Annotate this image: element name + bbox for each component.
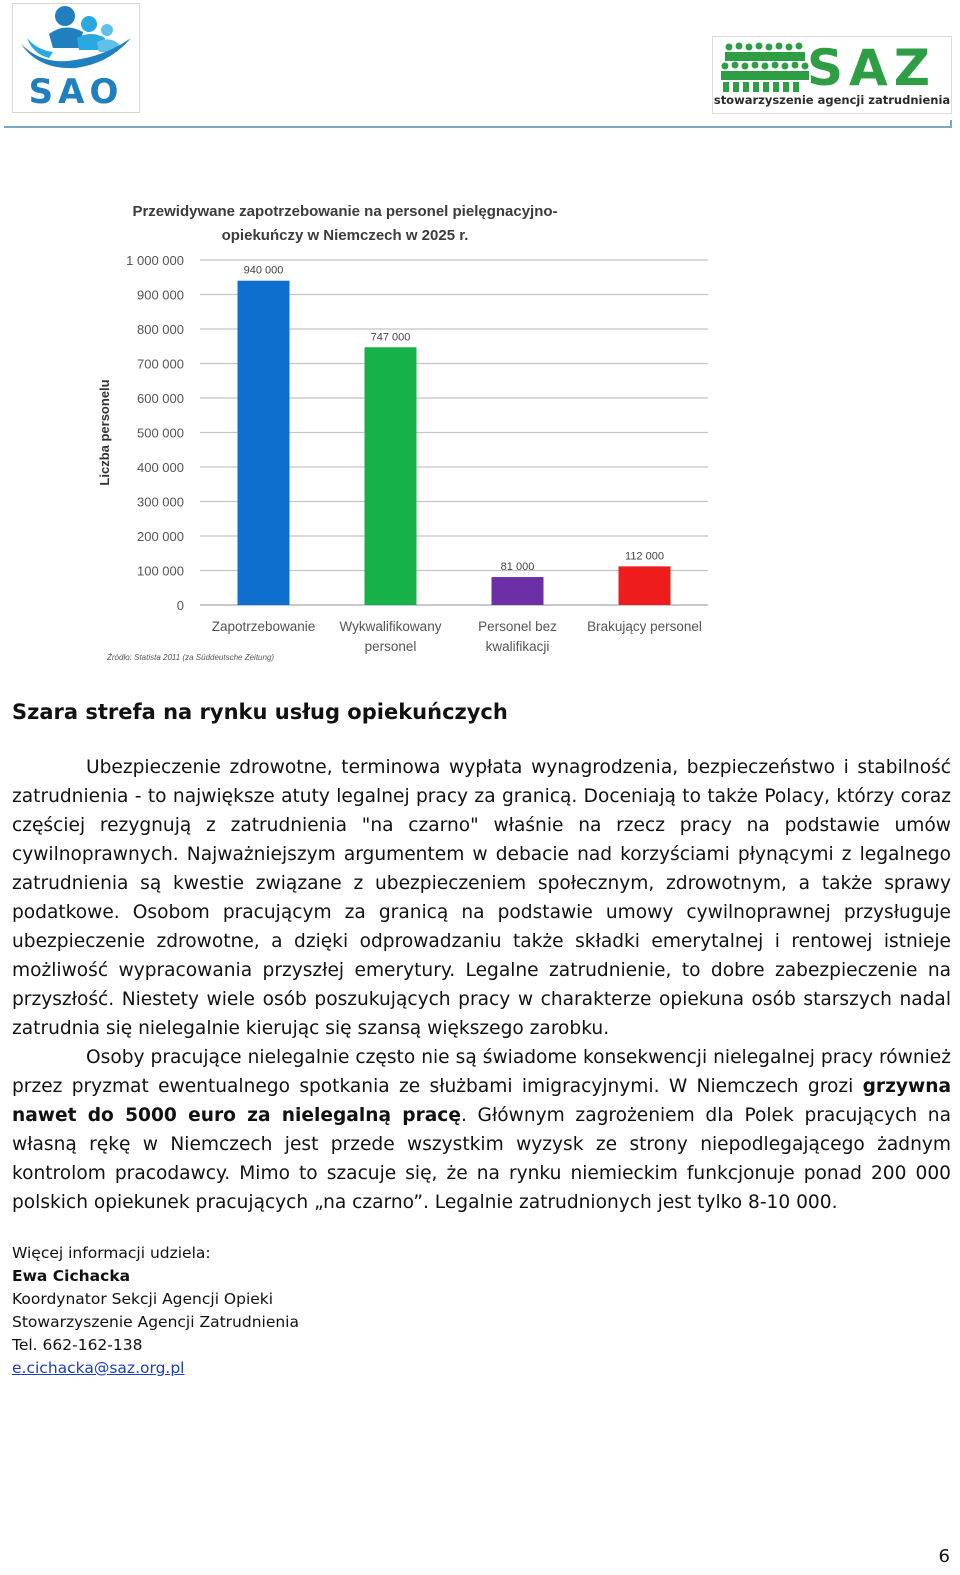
data-label: 81 000 bbox=[500, 561, 535, 574]
fine-highlight: grzywna nawet do 5000 euro za nielegalną pracę bbox=[12, 1076, 951, 1126]
saz-logo bbox=[712, 36, 952, 114]
y-tick-label: 600 000 bbox=[137, 391, 184, 406]
crowd-logo-icon bbox=[719, 39, 811, 95]
y-tick-label: 400 000 bbox=[137, 460, 184, 475]
chart-canvas bbox=[95, 190, 720, 665]
y-tick-label: 1 000 000 bbox=[126, 253, 184, 268]
contact-block bbox=[12, 1242, 299, 1380]
saz-logo-text: SAZ bbox=[807, 39, 936, 97]
saz-logo-subtitle: stowarzyszenie agencji zatrudnienia bbox=[713, 93, 951, 107]
x-tick-label: Zapotrzebowanie bbox=[211, 619, 316, 634]
y-axis-label: Liczba personelu bbox=[97, 379, 112, 486]
x-tick-label: kwalifikacji bbox=[485, 639, 550, 654]
bar bbox=[619, 566, 671, 605]
chart-source: Źródło: Statista 2011 (za Süddeutsche Zeitung) bbox=[107, 653, 275, 662]
paragraph-1: Ubezpieczenie zdrowotne, terminowa wypłata wynagrodzenia, bezpieczeństwo i stabilność zatrudnienia - to największe atuty legalnej pracy za granicą. Doceniają to także Polacy, którzy coraz częściej rezygnują z zatrudnienia "na czarno" właśnie na rzecz pracy na podstawie umów cywilnoprawnych. Najważniejszym argumentem w debacie nad korzyściami płynącymi z legalnego zatrudnienia są kwestie związane z ubezpieczeniem społecznym, zdrowotnym, a także sprawy podatkowe. Osobom pracującym za granicą na podstawie umowy cywilnoprawnej przysługuje ubezpieczenie zdrowotne, a dzięki odprowadzaniu także składki emerytalnej i rentowej istnieje możliwość wypracowania przyszłej emerytury. Legalne zatrudnienie, to dobre zabezpieczenie na przyszłość. Niestety wiele osób poszukujących pracy w charakterze opiekuna osób starszych nadal zatrudnia się nielegalnie kierując się szansą większego zarobku. bbox=[12, 757, 951, 1039]
contact-role: Koordynator Sekcji Agencji Opieki bbox=[12, 1290, 274, 1308]
contact-phone: Tel. 662-162-138 bbox=[12, 1336, 143, 1354]
x-tick-label: Brakujący personel bbox=[587, 619, 702, 634]
y-tick-label: 900 000 bbox=[137, 287, 184, 303]
header-divider-end bbox=[950, 120, 952, 128]
y-tick-label: 0 bbox=[176, 598, 184, 613]
page-header bbox=[0, 0, 960, 130]
header-divider bbox=[4, 126, 952, 128]
contact-intro: Więcej informacji udziela: bbox=[12, 1244, 211, 1262]
data-label: 112 000 bbox=[625, 550, 664, 563]
data-label: 747 000 bbox=[370, 331, 411, 344]
contact-email-link[interactable]: e.cichacka@saz.org.pl bbox=[12, 1359, 185, 1377]
y-tick-label: 800 000 bbox=[137, 322, 184, 337]
bar bbox=[238, 281, 290, 605]
paragraph-2-start: Osoby pracujące nielegalnie często nie są świadome konsekwencji nielegalnej pracy również przez pryzmat ewentualnego spotkania ze służbami imigracyjnymi. W Niemczech grozi bbox=[12, 1047, 951, 1097]
y-tick-label: 100 000 bbox=[137, 563, 184, 579]
article-body bbox=[12, 753, 951, 1217]
bar bbox=[492, 577, 544, 605]
paragraph-2-end: . Głównym zagrożeniem dla Polek pracujących na własną rękę w Niemczech jest przede wszystkim wyzysk ze strony niepodlegającego żadnym kontrolom pracodawcy. Mimo to szacuje się, że na rynku niemieckim funkcjonuje ponad 200 000 polskich opiekunek pracujących „na czarno”. Legalnie zatrudnionych jest tylko 8-10 000. bbox=[12, 1105, 951, 1213]
sao-logo bbox=[12, 3, 140, 113]
y-tick-label: 700 000 bbox=[137, 356, 184, 372]
sao-logo-text: SAO bbox=[28, 72, 124, 112]
x-tick-label: Personel bez bbox=[478, 619, 557, 634]
x-tick-label: Wykwalifikowany bbox=[339, 619, 442, 634]
people-in-hands-logo-icon bbox=[13, 4, 139, 74]
data-label: 940 000 bbox=[243, 264, 284, 277]
chart-title-line: opiekuńczy w Niemczech w 2025 r. bbox=[221, 227, 469, 244]
contact-name: Ewa Cichacka bbox=[12, 1267, 131, 1285]
y-tick-label: 500 000 bbox=[137, 425, 184, 441]
page-number: 6 bbox=[938, 1546, 950, 1567]
section-heading: Szara strefa na rynku usług opiekuńczych bbox=[12, 700, 508, 724]
y-tick-label: 200 000 bbox=[137, 529, 184, 544]
y-tick-label: 300 000 bbox=[137, 494, 184, 510]
staffing-demand-chart bbox=[95, 190, 720, 665]
contact-organization: Stowarzyszenie Agencji Zatrudnienia bbox=[12, 1313, 299, 1331]
x-tick-label: personel bbox=[364, 639, 417, 654]
paragraph-2 bbox=[12, 1043, 951, 1217]
bar bbox=[365, 347, 417, 605]
chart-title-line: Przewidywane zapotrzebowanie na personel pielęgnacyjno- bbox=[132, 203, 558, 220]
